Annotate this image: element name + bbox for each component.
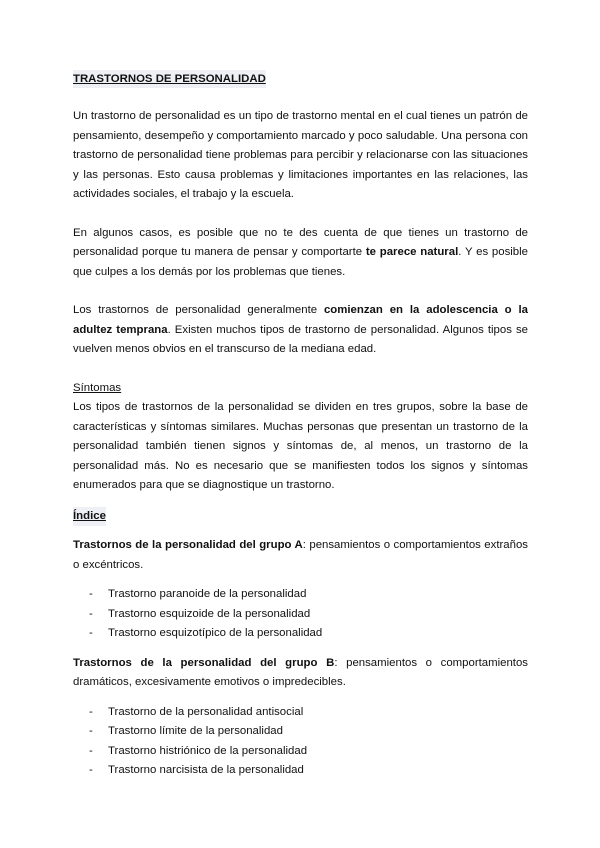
group-a-description: [73, 536, 528, 575]
list-item-label: Trastorno de la personalidad antisocial: [108, 705, 304, 718]
list-item-label: Trastorno histriónico de la personalidad: [108, 744, 308, 757]
dash-bullet: -: [89, 744, 93, 757]
symptoms-paragraph: Los tipos de trastornos de la personalidad se dividen en tres grupos, sobre la base de características y síntomas similares. Muchas personas que presentan un trastorno de la personalidad también tienen signos y síntomas de, al menos, un trastorno de la personalidad más. No es necesario que se manifiesten todos los signos y síntomas enumerados para que se diagnostique un trastorno.: [73, 401, 528, 491]
onset-text-end: . Existen muchos tipos de trastorno de personalidad. Algunos tipos se vuelven menos obvios en el transcurso de la mediana edad.: [73, 323, 528, 355]
symptoms-section: [73, 379, 528, 496]
list-item: [73, 605, 528, 625]
group-b-text: : pensamientos o comportamientos dramáticos, excesivamente emotivos o impredecibles.: [73, 656, 528, 688]
list-item: [73, 742, 528, 762]
intro-paragraph: Un trastorno de personalidad es un tipo de trastorno mental en el cual tienes un patrón de pensamiento, desempeño y comportamiento marcado y poco saludable. Una persona con trastorno de personalidad tiene problemas para percibir y relacionarse con las situaciones y las personas. Esto causa problemas y limitaciones importantes en las relaciones, las actividades sociales, el trabajo y la escuela.: [73, 110, 528, 200]
onset-paragraph: [73, 301, 528, 360]
awareness-text-end: . Y es posible que culpes a los demás por los problemas que tienes.: [73, 246, 528, 278]
group-b-list: [73, 703, 528, 781]
dash-bullet: -: [89, 705, 93, 718]
group-b-description: [73, 654, 528, 693]
list-item: [73, 624, 528, 644]
list-item: [73, 761, 528, 781]
list-item: [73, 722, 528, 742]
awareness-paragraph: [73, 224, 528, 283]
list-item-label: Trastorno paranoide de la personalidad: [108, 588, 307, 600]
list-item-label: Trastorno límite de la personalidad: [108, 725, 283, 737]
list-item-label: Trastorno narcisista de la personalidad: [108, 764, 304, 776]
onset-text-start: Los trastornos de personalidad generalmente: [73, 304, 324, 316]
list-item: [73, 703, 528, 723]
dash-bullet: -: [89, 764, 93, 776]
document-title: TRASTORNOS DE PERSONALIDAD: [73, 70, 266, 88]
list-item-label: Trastorno esquizoide de la personalidad: [108, 607, 311, 620]
list-item-label: Trastorno esquizotípico de la personalidad: [108, 627, 323, 639]
symptoms-heading: Síntomas: [73, 381, 122, 394]
dash-bullet: -: [89, 607, 93, 620]
group-a-title: Trastornos de la personalidad del grupo A: [73, 539, 303, 551]
dash-bullet: -: [89, 627, 93, 639]
group-b-title: Trastornos de la personalidad del grupo B: [73, 656, 335, 669]
dash-bullet: -: [89, 725, 93, 737]
index-heading[interactable]: Índice: [73, 507, 106, 527]
group-a-text: : pensamientos o comportamientos extraños o excéntricos.: [73, 539, 528, 571]
list-item: [73, 585, 528, 605]
group-a-list: [73, 585, 528, 644]
document-body: [73, 70, 528, 791]
awareness-text-start: En algunos casos, es posible que no te des cuenta de que tienes un trastorno de personalidad porque tu manera de pensar y comportarte: [73, 226, 528, 258]
onset-bold: comienzan en la adolescencia o la adultez temprana: [73, 304, 528, 336]
awareness-bold: te parece natural: [365, 246, 459, 258]
dash-bullet: -: [89, 588, 93, 600]
